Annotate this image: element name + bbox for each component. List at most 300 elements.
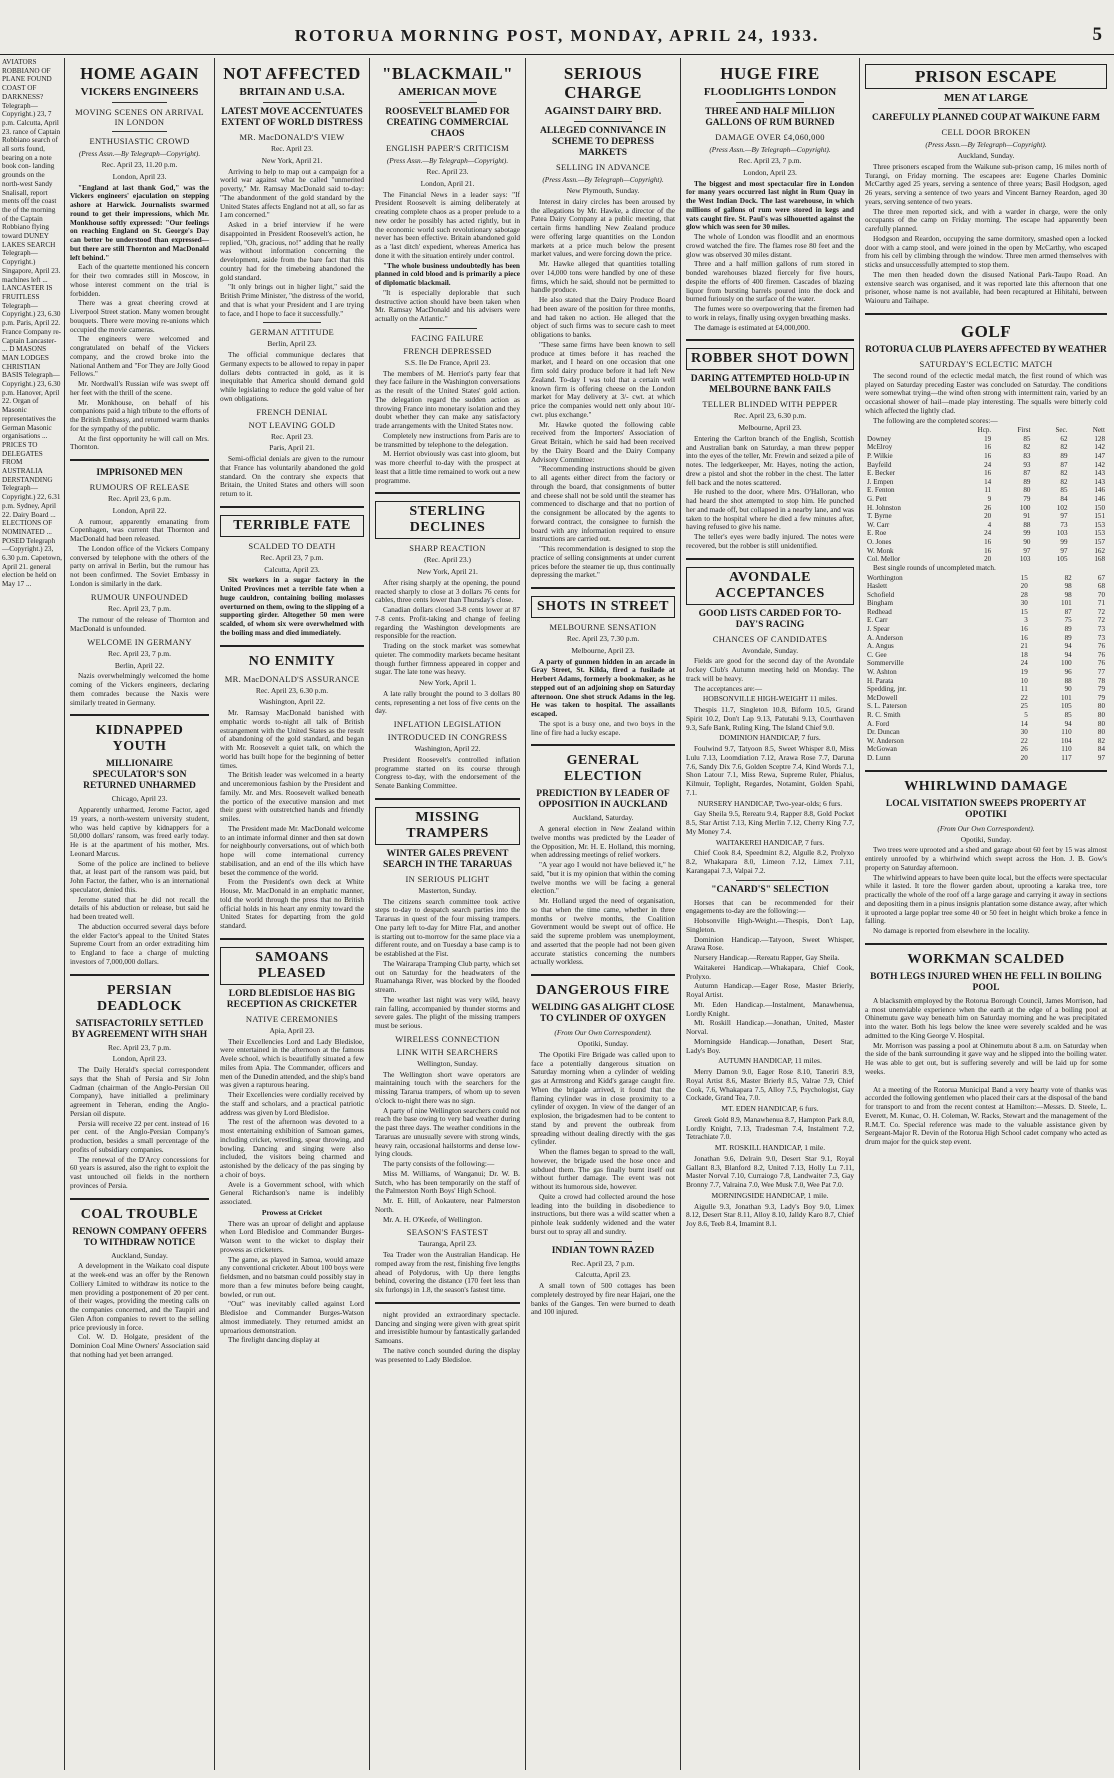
table-cell: 85: [1023, 434, 1031, 443]
dateline: Melbourne, April 23.: [738, 423, 802, 432]
table-cell: 72: [1097, 616, 1105, 625]
table-cell: E. Fenton: [867, 486, 895, 495]
subheadline: ENGLISH PAPER'S CRITICISM: [385, 143, 510, 153]
table-cell: 104: [1061, 736, 1072, 745]
table-cell: 62: [1060, 434, 1068, 443]
table-cell: C. Gee: [867, 650, 887, 659]
table-cell: 24: [984, 529, 992, 538]
paragraph: Arriving to help to map out a campaign for a world war against what he called "unmerited poverty," Mr. Ramsay MacDonald said to-day: "The abandonment of the gold standard by the United States affects England not at all, so far as I am concerned.": [220, 166, 364, 220]
paragraph: Mr. Ramsay MacDonald banished with emphatic words to-night all talk of British estrangement with the United States as the result of abandoning of the gold standard, and began with Mr. Roosevelt a quiet talk, on which the world has built hope for the beginning of better times.: [220, 708, 364, 770]
race-heading: AUTUMN HANDICAP, 11 miles.: [718, 1056, 822, 1066]
paragraph: A late rally brought the pound to 3 dollars 80 cents, representing a net loss of five cents on the day.: [375, 688, 520, 716]
table-cell: 73: [1097, 625, 1105, 634]
paragraph: Nursery Handicap.—Rereatu Rapper, Gay Sheila.: [694, 953, 840, 962]
paragraph: The acceptances are:—: [694, 683, 763, 693]
table-row: [865, 642, 1107, 651]
left-column-fragment: [0, 58, 62, 1770]
paragraph: Dominion Handicap.—Tatyoon, Sweet Whisper, Arawa Rose.: [686, 934, 854, 953]
table-cell: 102: [1056, 503, 1068, 512]
divider: [375, 1302, 520, 1304]
paragraph: Their Excellencies were cordially received by the staff and scholars, and a practical patriotic address was given by Lord Bledisloe.: [220, 1090, 364, 1117]
subheadline: RUMOURS OF RELEASE: [89, 482, 190, 492]
paragraph: The fumes were so overpowering that the firemen had to work in relays, finally using oxygen breathing masks.: [686, 304, 854, 322]
subheadline: BRITAIN AND U.S.A.: [239, 86, 345, 98]
table-cell: 10: [1020, 676, 1028, 685]
table-cell: E. Carr: [867, 616, 888, 625]
received-date: Rec. April 23, 6 p.m.: [108, 494, 171, 503]
received-date: Rec. April 23, 6.30 p.m.: [255, 685, 329, 695]
table-cell: 91: [1023, 512, 1031, 521]
table-cell: 20: [1020, 582, 1028, 591]
table-row: [865, 521, 1107, 530]
table-cell: 89: [1023, 477, 1031, 486]
table-cell: 142: [1094, 460, 1105, 469]
divider: [736, 102, 803, 103]
paragraph: "A year ago I would not have believed it," he said, "but it is my opinion that within the coming twelve months we will be facing a general election.": [531, 860, 675, 896]
table-cell: 26: [1020, 745, 1028, 754]
dateline: London, April 21.: [420, 178, 475, 188]
table-cell: 146: [1094, 486, 1105, 495]
subheadline: RENOWN COMPANY OFFERS TO WITHDRAW NOTICE: [72, 1226, 207, 1248]
subheadline: ENTHUSIASTIC CROWD: [89, 136, 190, 146]
table-cell: 24: [984, 460, 992, 469]
table-cell: 16: [984, 537, 992, 546]
divider: [686, 558, 854, 560]
paragraph: Foulwind 9.7, Tatyoon 8.5, Sweet Whisper 8.0, Miss Lulu 7.13, Loomdiation 7.12, Arawa Rose 7.7, Daruna 7.6, Sandy Dix 7.6, Golden Sceptre 7.4, Kind Words 7.1, Shon Latour 7.1, Miss Rewa, Supreme Ruler, Phialus, Kilmuir, Toplight, Regardes, Notamint, Golden Spahi, 7.1.: [686, 744, 854, 797]
divider: [531, 587, 675, 589]
table-cell: 98: [1064, 590, 1072, 599]
table-cell: 84: [1060, 495, 1068, 503]
table-cell: Col. Mellor: [867, 555, 901, 564]
paragraph: The London office of the Vickers Company conversed by telephone with the others of the party on arrival in Berlin, but the rumour has not been confirmed. The Soviet Embassy in London is similarly in the dark.: [70, 543, 209, 588]
paragraph: Mr. A. H. O'Keefe, of Wellington.: [383, 1214, 483, 1224]
table-cell: 4: [987, 520, 992, 529]
table-row: [865, 495, 1107, 504]
paragraph: Each of the quartette mentioned his concern for their two comrades still in Moscow, in whose interest comment on the trial is forbidden.: [70, 262, 209, 298]
table-cell: A. Ford: [867, 719, 890, 728]
table-row: [865, 616, 1107, 625]
divider: [419, 102, 477, 103]
paragraph: "These same firms have been known to sell produce at times before it has reached the market, and I heard on one occasion that one firm sold dairy produce before it had left New Zealand. To-day I was told that a certain well known firm is offering cheese on the London market for May delivery at 3/- cwt. at which price the companies would nett only about 10/- cwt. plus exchange.": [531, 339, 675, 419]
table-cell: 89: [1064, 633, 1072, 642]
table-cell: 142: [1094, 443, 1105, 452]
paragraph: Three prisoners escaped from the Waikune sub-prison camp, 16 miles north of Turangi, on Friday morning. The escapees are: Eugene Charles Dominic McCarthy aged 25 years, serving a sentence of three years; Basil Hodgson, aged 26 years, serving a sentence of two years and Vincent Barney Reardon, aged 30 years, serving sentence of two years.: [865, 161, 1107, 206]
table-cell: 79: [1097, 693, 1105, 702]
dateline: S.S. Ile De France, April 23.: [404, 357, 491, 367]
paragraph: Jerome stated that he did not recall the details of his abduction or release, but said he had been treated well.: [70, 894, 209, 921]
race-heading: DOMINION HANDICAP, 7 furs.: [719, 733, 821, 743]
divider: [112, 131, 168, 132]
paragraph: The spot is a busy one, and two boys in the line of fire had a lucky escape.: [531, 718, 675, 737]
table-cell: 94: [1064, 719, 1072, 728]
column-6: [861, 58, 1111, 1770]
subheadline: NOT LEAVING GOLD: [248, 419, 336, 430]
table-cell: 93: [1023, 460, 1031, 469]
received-date: Rec. April 23.: [270, 431, 314, 441]
table-cell: 25: [1020, 702, 1028, 711]
subheadline: INTRODUCED IN CONGRESS: [387, 732, 508, 742]
dateline: Chicago, April 23.: [111, 794, 168, 804]
dateline: New York, April 21.: [417, 567, 478, 576]
received-date: Rec. April 23, 7.30 p.m.: [566, 634, 640, 643]
table-cell: Dr. Duncan: [867, 728, 900, 737]
table-cell: 90: [1064, 685, 1072, 694]
divider: [736, 880, 803, 881]
table-cell: 67: [1097, 573, 1105, 582]
received-date: (Rec. April 23.): [423, 555, 472, 565]
received-date: Rec. April 23, 7 p.m.: [571, 1258, 635, 1268]
table-cell: 84: [1097, 745, 1105, 754]
paragraph: After rising sharply at the opening, the pound reacted sharply to close at 3 dollars 76 cents for cables, three cents lower than Thursday's close.: [375, 577, 520, 605]
table-cell: 80: [1097, 728, 1105, 737]
table-cell: 16: [1020, 625, 1028, 634]
received-date: Rec. April 23, 7 p.m.: [108, 603, 171, 613]
table-cell: 94: [1064, 642, 1072, 651]
paragraph: The rest of the afternoon was devoted to a most entertaining exhibition of Samoan games, including cricket, wrestling, spear throwing, and bowling. Dancing and singing were also included, the visitors being charmed and astonished by the delicacy of the pas singing by a choir of boys.: [220, 1117, 364, 1179]
headline: NO ENMITY: [248, 653, 336, 669]
paragraph: A development in the Waikato coal dispute at the week-end was an offer by the Renown Colliery Limited to withdraw its notice to the men providing a postponement of 20 per cent. of their wages, providing the meeting calls on the companies concerned, and the Taupiri and Glen Afton companies to revert to the selling price previously in force.: [70, 1261, 209, 1332]
headline: IMPRISONED MEN: [96, 468, 183, 478]
column-rule: [214, 58, 215, 1770]
table-cell: 105: [1061, 702, 1072, 711]
table-header-cell: [865, 426, 953, 435]
paragraph: A general election in New Zealand within twelve months was predicted by the Leader of the Opposition, Mr. H. E. Holland, this morning, when addressing meetings of relief workers.: [531, 824, 675, 860]
table-cell: 100: [1019, 503, 1031, 512]
headline: GOLF: [960, 321, 1012, 341]
table-cell: 128: [1094, 434, 1105, 443]
table-cell: 79: [1023, 495, 1031, 503]
page-number: 5: [1092, 24, 1102, 45]
paragraph: Hodgson and Reardon, occupying the same dormitory, smashed open a locked door with a camp stool, and were joined in the open by McCarthy, who escaped from his cell by climbing through the window. Three men armed themselves with sticks and unsuccessfully attempted to stop them.: [865, 233, 1107, 269]
table-cell: 70: [1097, 590, 1105, 599]
table-cell: 100: [1061, 659, 1072, 668]
paragraph: Gay Sheila 9.5, Rereatu 9.4, Rapper 8.8, Gold Pocket 8.5, Star Artist 7.13, King Merlin 7.12, Cherry King 7.7, My Money 7.4.: [686, 809, 854, 836]
table-cell: 72: [1097, 607, 1105, 616]
subheadline: THREE AND HALF MILLION GALLONS OF RUM BURNED: [705, 107, 835, 128]
table-cell: 94: [1064, 650, 1072, 659]
race-heading: MT. ROSKILL HANDICAP, 1 mile.: [714, 1143, 826, 1152]
paragraph: The three men reported sick, and with a warder in charge, were the only occupants of the camp on Friday morning. The escape had apparently been carefully planned.: [865, 206, 1107, 233]
paragraph: President Roosevelt's controlled inflation programme started on its course through Congress to-day, with the endorsement of the Senate Banking Committee.: [375, 754, 520, 790]
table-cell: 98: [1064, 582, 1072, 591]
divider: [112, 102, 168, 103]
table-cell: 19: [1020, 668, 1028, 677]
subheadline: FLOODLIGHTS LONDON: [703, 86, 837, 98]
table-cell: 103: [1056, 529, 1068, 538]
received-date: Rec. April 23.: [270, 144, 314, 153]
table-cell: P. Wilkie: [867, 452, 893, 461]
headline: "BLACKMAIL": [381, 64, 514, 83]
headline: TERRIBLE FATE: [220, 515, 364, 537]
table-cell: H. Parata: [867, 676, 894, 685]
paragraph: Chief Cook 8.4, Speedmint 8.2, Algulle 8.2, Prolyxo 8.2, Whakapara 8.0, Limeon 7.12, Limex 7.11, Karangapai 7.3, Valpai 7.2.: [686, 848, 854, 875]
paragraph: Greek Gold 8.9, Manawhenua 8.7, Hampton Park 8.0, Lordly Knight, 7.13, Tradesman 7.4, Instalment 7.2, Tetrachiate 7.0.: [686, 1114, 854, 1142]
table-cell: D. Lunn: [867, 753, 891, 762]
paragraph: "The whole business undoubtedly has been planned in cold blood and is primarily a piece of diplomatic blackmail.: [375, 260, 520, 287]
table-row: [865, 469, 1107, 478]
table-cell: 14: [1020, 719, 1028, 728]
table-cell: 82: [1097, 736, 1105, 745]
table-cell: 157: [1094, 537, 1105, 546]
paragraph: When the flames began to spread to the wall, however, the brigade used the hose once and subdued them. The gas finally burnt itself out without further damage. The event was not without its humorous side, however.: [531, 1147, 675, 1191]
paragraph: He rushed to the door, where Mrs. O'Halloran, who had heard the shot attempted to stop him. He punched her and made off, but collapsed in a nearby lane, and was taken to the hospital where he died a few minutes after, having refused to give his name.: [686, 487, 854, 532]
column-2: [216, 58, 368, 1770]
paragraph: Nazis overwhelmingly welcomed the home coming of the Vickers engineers, declaring them comrades because the Naxis were similarly treated in Germany.: [70, 671, 209, 707]
dateline: New Plymouth, Sunday.: [566, 186, 640, 195]
table-row: [865, 574, 1107, 583]
subheadline: ALLEGED CONNIVANCE IN SCHEME TO DEPRESS MARKETS: [540, 126, 666, 158]
table-cell: S. L. Paterson: [867, 702, 907, 711]
table-cell: W. Ashton: [867, 668, 897, 677]
paragraph: The damage is estimated at £4,000,000.: [694, 322, 810, 332]
table-cell: 26: [984, 503, 992, 512]
table-cell: Downey: [867, 434, 892, 443]
subheadline: FRENCH DENIAL: [256, 406, 328, 417]
table-cell: 20: [984, 512, 992, 521]
subheadline: WELCOME IN GERMANY: [87, 636, 192, 647]
headline: MISSING TRAMPERS: [375, 807, 520, 845]
dateline: Auckland, Sunday.: [111, 1250, 168, 1260]
table-cell: 11: [984, 486, 992, 495]
subheadline: MOVING SCENES ON ARRIVAL IN LONDON: [75, 107, 204, 127]
subheadline: AMERICAN MOVE: [398, 86, 497, 98]
table-row: [865, 634, 1107, 643]
table-cell: W. Monk: [867, 546, 894, 555]
table-cell: 103: [1019, 555, 1031, 564]
paragraph: "This recommendation is designed to stop the practice of selling consignments at under current prices before the steamer tie up, thus continually depressing the market.": [531, 544, 675, 580]
table-row: [865, 668, 1107, 677]
subheadline: FRENCH DEPRESSED: [403, 345, 492, 356]
table-cell: 15: [1020, 573, 1028, 582]
subheadline: CAREFULLY PLANNED COUP AT WAIKUNE FARM: [872, 113, 1100, 123]
divider: [220, 506, 364, 508]
table-cell: 88: [1064, 676, 1072, 685]
table-cell: 16: [984, 546, 992, 555]
paragraph: Mr. Monkhouse, on behalf of his companions paid a high tribute to the efforts of the British Embassy, and returned warm thanks for the sympathy of the public.: [70, 397, 209, 433]
table-cell: 143: [1094, 469, 1105, 478]
table-cell: 28: [1020, 590, 1028, 599]
headline: HOME AGAIN: [80, 64, 199, 83]
paragraph: Asked in a brief interview if he were disappointed in President Roosevelt's action, he replied, "Oh, gracious, no!" adding that he really was without information concerning the development, aside from the bare fact that this country had for the timebeing abandoned the gold standard.: [220, 220, 364, 282]
paragraph: Mr. Holland urged the need of organisation, so that when the time came, whether in three months or twelve months, the Coalition Government would be swept out of office. He said the supreme problem was unemployment, and asserted that the people had not been given accurate statistics concerning the numbers actually workless.: [531, 896, 675, 967]
divider: [574, 1241, 632, 1242]
table-cell: 153: [1094, 520, 1105, 529]
table-cell: 110: [1061, 728, 1072, 737]
table-cell: 16: [984, 443, 992, 452]
table-cell: 78: [1097, 676, 1105, 685]
paragraph: The abduction occurred several days before the elder Factor's appeal to the United States Supreme Court from an order extraditing him to England to face a charge of mulcting investors of 7,000,000 dollars.: [70, 921, 209, 966]
subheadline: BOTH LEGS INJURED WHEN HE FELL IN BOILING POOL: [870, 971, 1102, 993]
divider: [70, 714, 209, 716]
credit-line: (From Our Own Correspondent).: [554, 1028, 652, 1037]
divider: [70, 1198, 209, 1200]
table-row: [865, 435, 1107, 444]
column-3: [371, 58, 524, 1770]
paragraph: Two trees were uprooted and a shed and garage about 60 feet by 15 was almost entirely unroofed by a whirlwind which swept across the Hon. J. B. Gow's property on Saturday afternoon.: [865, 845, 1107, 872]
paragraph: The whirlwind appears to have been quite local, but the effects were spectacular while it lasted. It tore the flower garden about, uprooting a karaka tree, tore practically the whole of the roof off a large garage and carrying it away in sections and depositing them in a pinus insignis plantation some distance away, after which it uprooted a large poplar tree some 40 or 50 feet in height which broke a fence in falling.: [865, 872, 1107, 926]
table-cell: McElroy: [867, 443, 893, 452]
paragraph: A rumour, apparently emanating from Copenhagen, was current that Thornton and MacDonald had been released.: [70, 516, 209, 543]
table-cell: 20: [984, 555, 992, 564]
received-date: Rec. April 23, 6.30 p.m.: [733, 411, 807, 421]
table-cell: E. Becker: [867, 469, 895, 478]
headline: COAL TROUBLE: [80, 1206, 199, 1222]
paragraph: Jonathan 9.6, Delrain 9.0, Desert Star 9.1, Royal Gallant 8.3, Blanford 8.2, United 7.13, Holly Lu 7.11, Master Norval 7.10, Curraiogo 7.8, Landwaiter 7.3, Gay Bronny 7.7, Valraina 7.0, Wee Musk 7.0, Wee Pat 7.0.: [686, 1153, 854, 1189]
subheadline: SATISFACTORILY SETTLED BY AGREEMENT WITH SHAH: [71, 1018, 208, 1040]
divider: [220, 645, 364, 647]
table-row: [865, 478, 1107, 487]
dateline: London, April 22.: [112, 505, 167, 515]
paragraph: Avele is a Government school, with which General Richardson's name is indelibly associated.: [220, 1179, 364, 1206]
headline: HUGE FIRE: [720, 64, 820, 83]
table-cell: 146: [1094, 495, 1105, 503]
dateline: Washington, April 22.: [414, 744, 481, 753]
divider: [375, 492, 520, 494]
divider: [263, 102, 321, 103]
dateline: Opotiki, Sunday.: [577, 1039, 629, 1048]
paragraph: The Wairarapa Tramping Club party, which set out on Saturday for the headwaters of the Ruamahanga River, was blocked by the flooded stream.: [375, 958, 520, 994]
paragraph: Horses that can be recommended for their engagements to-day are the following:—: [686, 897, 854, 916]
table-cell: 83: [1023, 452, 1031, 461]
table-cell: 76: [1097, 642, 1105, 651]
subheadline: MR. MacDONALD'S ASSURANCE: [224, 673, 360, 684]
divider: [574, 121, 632, 122]
paragraph: A party of nine Wellington searchers could not reach the base owing to very bad weather during the past three days. The weather conditions in the Tararuas are unusually severe with strong winds, heavy rain, occasional hailstorms and dense low-lying clouds.: [375, 1105, 520, 1159]
table-row: [865, 659, 1107, 668]
table-cell: 9: [987, 495, 992, 503]
received-date: Rec. April 23, 7 p.m.: [738, 156, 802, 165]
paragraph: Some of the police are inclined to believe that, at least part of the ransom was paid, but John Factor, the father, who is an international speculator, denied this.: [70, 858, 209, 894]
credit-line: (Press Assn.—By Telegraph—Copyright).: [386, 156, 509, 165]
paragraph: Aigulle 9.3, Jonathan 9.3, Lady's Boy 9.0, Limex 8.12, Desert Star 8.11, Alloy 8.10, Jalldy Karo 8.7, Chief Joy 8.6, Teeb 8.4, Imamint 8.1.: [686, 1201, 854, 1228]
headline: "CANARD'S" SELECTION: [711, 884, 829, 895]
column-rule: [680, 58, 681, 1770]
column-4: [527, 58, 679, 1770]
paragraph: night provided an extraordinary spectacle. Dancing and singing were given with great spirit and irresistible humour by fantastically garlanded Samoans.: [375, 1309, 520, 1345]
paragraph: There was an uproar of delight and applause when Lord Bledisloe and Commander Burges-Watson went to the wicket to display their prowess as cricketers.: [220, 1218, 364, 1254]
table-row: [865, 651, 1107, 660]
received-date: Rec. April 23, 7 p.m.: [108, 648, 171, 658]
table-cell: 18: [1020, 650, 1028, 659]
table-cell: 87: [1060, 460, 1068, 469]
table-cell: 85: [1064, 711, 1072, 719]
table-cell: 82: [1023, 443, 1031, 452]
table-cell: 73: [1060, 520, 1068, 529]
table-cell: W. Carr: [867, 520, 890, 529]
paragraph: The native conch sounded during the display was presented to Lady Bledisloe.: [375, 1345, 520, 1364]
table-cell: 15: [1020, 607, 1028, 616]
race-heading: HOBSONVILLE HIGH-WEIGHT 11 miles.: [702, 694, 838, 704]
table-cell: 16: [984, 469, 992, 478]
table-cell: 99: [1023, 529, 1031, 538]
subheadline: LOCAL VISITATION SWEEPS PROPERTY AT OPOTIKI: [885, 798, 1087, 820]
paragraph: Hobsonville High-Weight.—Thespis, Don't Lap, Singleton.: [686, 916, 854, 934]
table-cell: Spedding, jnr.: [867, 685, 907, 694]
paragraph: Apparently unharmed, Jerome Factor, aged 19 years, a north-western university student, who was held captive by kidnappers for a 50,000 dollars' ransom, was freed early today. He is at the apartment of his mother, Mrs. Leonard Marcus.: [70, 805, 209, 858]
paragraph: Persia will receive 22 per cent. instead of 16 per cent. of the Anglo-Persian Company's production, besides a small percentage of the profits of subsidiary companies.: [70, 1118, 209, 1154]
dateline: Calcutta, April 23.: [264, 564, 320, 574]
subheadline: GERMAN ATTITUDE: [249, 327, 335, 338]
table-cell: 88: [1023, 520, 1031, 529]
divider: [865, 770, 1107, 772]
paragraph: M. Herriot obviously was cast into gloom, but was more cheerful to-day with the prospect at least that a little time remained to work out a new programme.: [375, 449, 520, 485]
divider: [686, 339, 854, 341]
table-header-cell: Nett: [1092, 426, 1105, 435]
table-row: [865, 512, 1107, 521]
table-cell: Bayfeild: [867, 460, 892, 469]
paragraph: Quite a crowd had collected around the hose leading into the building in disobedience to instructions, but there was a wild scatter when a pinhole leak suddenly widened and the water burst out to spray all and sundry.: [531, 1191, 675, 1236]
paragraph: Morningside Handicap.—Jonathan, Desert Star, Lady's Boy.: [686, 1036, 854, 1055]
paragraph: The official communique declares that Germany expects to be allowed to repay in paper dollars debts contracted in gold, as it is inequitable that America should demand gold while legislating to reduce the gold value of her own obligations.: [220, 350, 364, 403]
divider: [220, 938, 364, 940]
race-heading: WAITAKEREI HANDICAP, 7 furs.: [715, 837, 825, 847]
subheadline: WIRELESS CONNECTION: [395, 1033, 500, 1044]
paragraph: The whole of London was floodlit and an enormous crowd watched the fire. The flames rose 80 feet and the glow was observed 30 miles distant.: [686, 232, 854, 259]
paragraph: The members of M. Herriot's party fear that they face failure in the Washington conversations as the result of the United States' gold action. The delegation regard the sudden action as throwing France into monetary isolation and they doubt whether they can make any satisfactory trade arrangements with the United States now.: [375, 368, 520, 430]
paragraph: Best single rounds of uncompleted match.: [873, 562, 996, 572]
divider: [419, 328, 477, 329]
dateline: London, April 23.: [743, 167, 797, 177]
paragraph: Semi-official denials are given to the rumour that France has voluntarily abandoned the gold standard. On the contrary she expects that Britain, the United States and others will soon return to it.: [220, 454, 364, 498]
headline: PERSIAN DEADLOCK: [97, 982, 182, 1014]
subheadline: Prowess at Cricket: [261, 1207, 323, 1217]
table-cell: McGowan: [867, 745, 897, 754]
dateline: Tauranga, April 23.: [418, 1239, 477, 1249]
table-cell: 89: [1064, 625, 1072, 634]
table-cell: 20: [1020, 753, 1028, 762]
divider: [938, 108, 1035, 109]
table-cell: Schofield: [867, 590, 895, 599]
subheadline: GOOD LISTS CARDED FOR TO-DAY'S RACING: [698, 608, 842, 630]
table-row: [865, 685, 1107, 694]
dateline: Auckland, Saturday.: [572, 813, 634, 823]
table-cell: 110: [1061, 745, 1072, 754]
paragraph: Trading on the stock market was somewhat quieter. The commodity markets became hesitant though further firmness appeared in copper and sugar. The late tone was heavy.: [375, 641, 520, 677]
subheadline: CHANCES OF CANDIDATES: [712, 633, 828, 644]
table-cell: 19: [984, 434, 992, 443]
subheadline: SHARP REACTION: [409, 543, 486, 554]
table-cell: 3: [1024, 616, 1028, 625]
table-row: [865, 486, 1107, 495]
table-cell: 11: [1020, 685, 1028, 694]
table-cell: W. Anderson: [867, 736, 904, 745]
headline: KIDNAPPED YOUTH: [95, 723, 184, 755]
table-cell: H. Johnston: [867, 503, 901, 512]
paragraph: "It only brings out in higher light," said the British Prime Minister, "the distress of the world, and that is what your President and I are trying to face, and I hope to face it successfully.": [220, 282, 364, 318]
dateline: Apia, April 23.: [269, 1025, 315, 1035]
paragraph: The Daily Herald's special correspondent says that the Shah of Persia and Sir John Cadman (chairman of the Anglo-Persian Oil Company), have initialled a preliminary agreement in Teheran, ending the Anglo-Persian oil dispute.: [70, 1065, 209, 1118]
paragraph: At the first opportunity he will call on Mrs. Thornton.: [70, 433, 209, 452]
table-cell: Haslett: [867, 582, 888, 591]
received-date: Rec. April 23.: [426, 167, 469, 176]
paragraph: A blacksmith employed by the Rotorua Borough Council, James Morrison, had a most unenviable experience when the earth at the edge of a boiling pool at Ohinemutu gave way beneath him on Saturday morning and he was precipitated into the water. Both his legs below the knee were severely scalded and he was admitted to the King George V. Hospital.: [865, 995, 1107, 1040]
race-heading: NURSERY HANDICAP, Two-year-olds; 6 furs.: [697, 798, 843, 808]
paragraph: Three and a half million gallons of rum stored in bonded warehouses blazed fiercely for five hours, despite the efforts of 400 firemen. Cascades of blazing liquor from bursting barrels poured into the dock and burned furiously on the surface of the water.: [686, 259, 854, 304]
table-cell: 82: [1060, 443, 1068, 452]
credit-line: (Press Assn.—By Telegraph—Copyright).: [78, 149, 201, 158]
dateline: Opotiki, Sunday.: [960, 834, 1012, 844]
paragraph: Mt. Roskill Handicap.—Jonathan, United, Master Norval.: [686, 1018, 854, 1036]
table-row: [865, 529, 1107, 538]
paragraph: Canadian dollars closed 3-8 cents lower at 87 7-8 cents. Profit-taking and change of feeling regarding the Washington developments are responsible for the reaction.: [375, 605, 520, 641]
subheadline: ROTORUA CLUB PLAYERS AFFECTED BY WEATHER: [865, 344, 1107, 355]
headline: DANGEROUS FIRE: [536, 983, 670, 998]
headline: SERIOUS CHARGE: [563, 64, 643, 102]
paragraph: Col. W. D. Holgate, president of the Dominion Coal Mine Owners' Association said that nothing had yet been arranged.: [70, 1332, 209, 1359]
paragraph: The President made Mr. MacDonald welcome to an intimate informal dinner and then sat down for neighbourly conversations, out of which both hope will come international currency stabilisation, and an end of the ills which have beset the commence of the world.: [220, 823, 364, 877]
paragraph: The teller's eyes were badly injured. The notes were recovered, but the robber is still unidentified.: [686, 532, 854, 550]
table-cell: 76: [1097, 659, 1105, 668]
